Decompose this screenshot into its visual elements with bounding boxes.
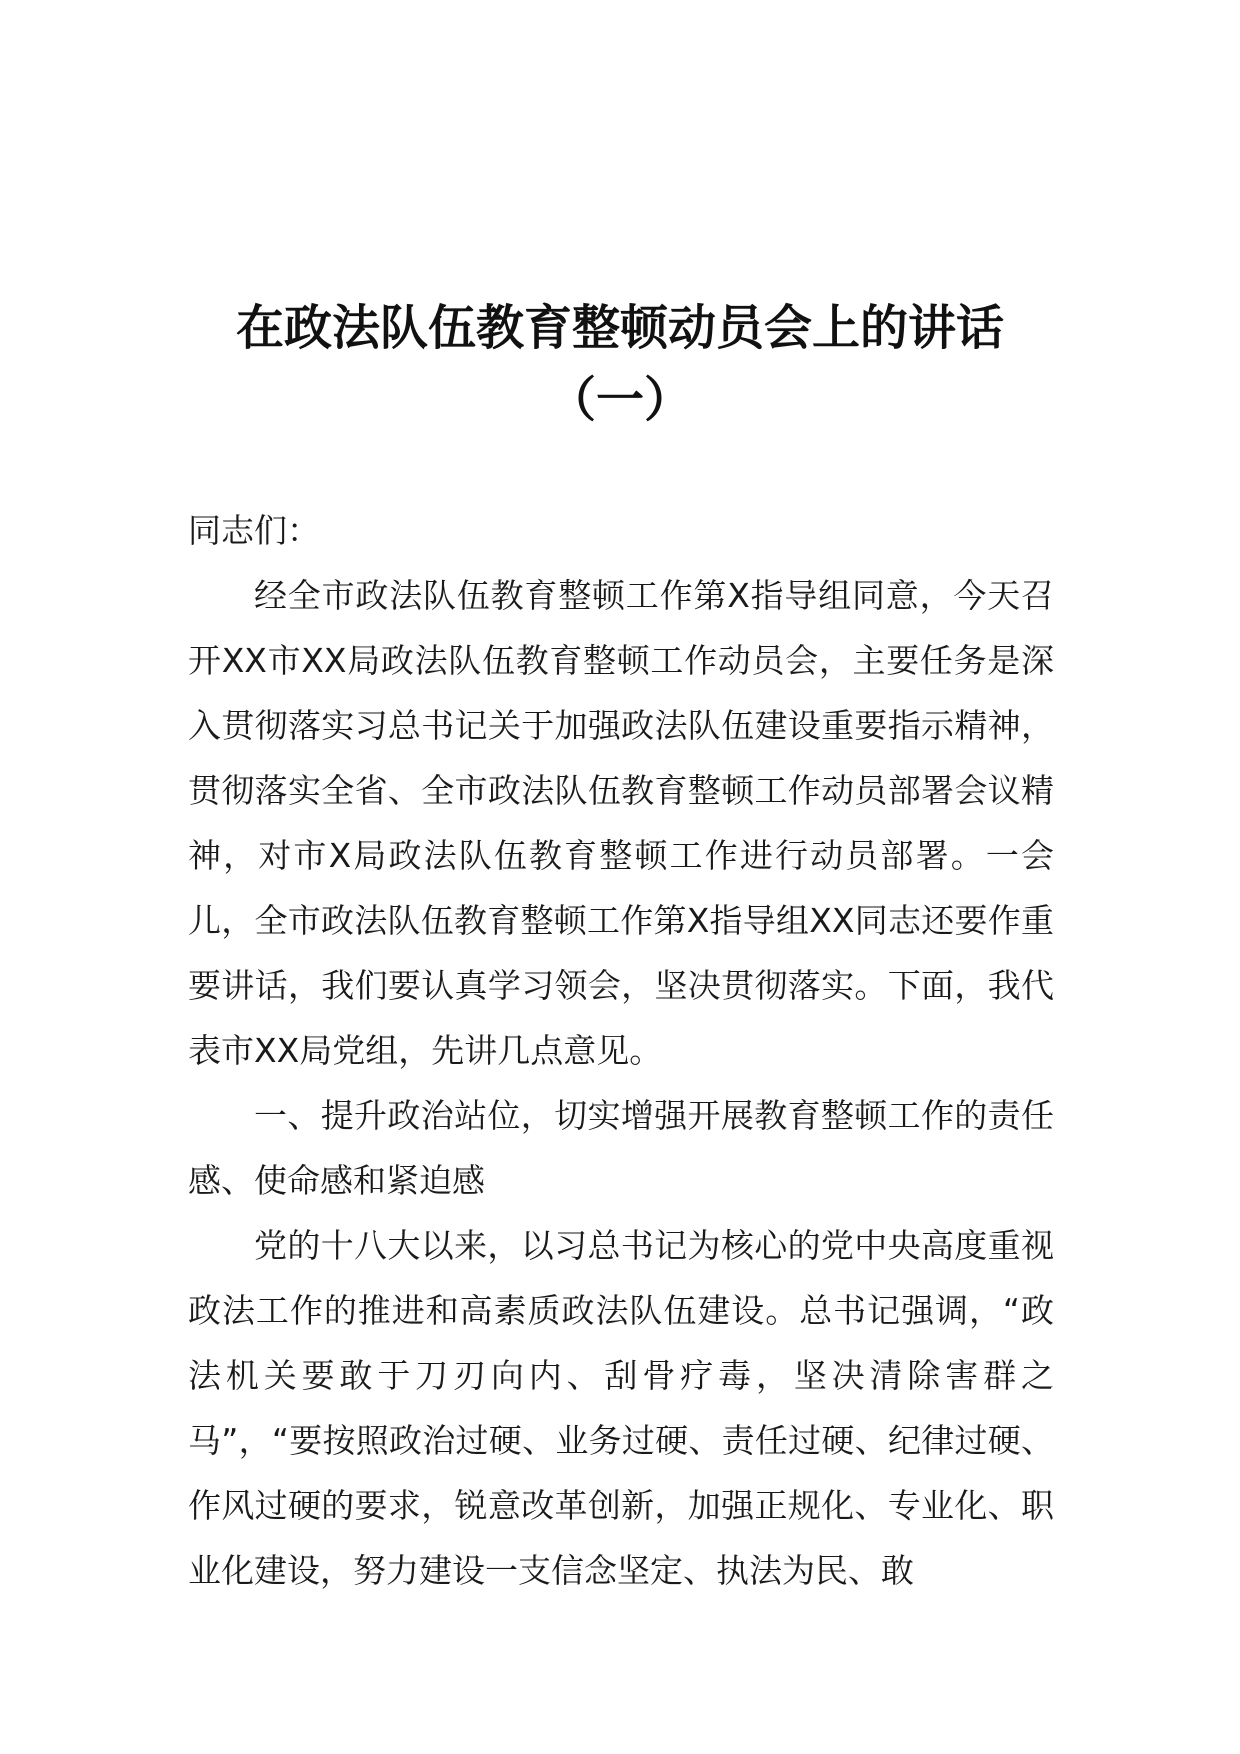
section-heading: 一、提升政治站位，切实增强开展教育整顿工作的责任感、使命感和紧迫感 [188, 1096, 1054, 1200]
document-title: 在政法队伍教育整顿动员会上的讲话 [235, 300, 1004, 356]
section-paragraph: 党的十八大以来，以习总书记为核心的党中央高度重视政法工作的推进和高素质政法队伍建设。总书记强调，“政法机关要敢于刀刃向内、刮骨疗毒，坚决清除害群之马”，“要按照政治过硬、业务过硬、责任过硬、纪律过硬、作风过硬的要求，锐意改革创新，加强正规化、专业化、职业化建设，努力建设一支信念坚定、执法为民、敢 [188, 1226, 1054, 1590]
salutation: 同志们： [188, 511, 320, 550]
document-body [188, 498, 1054, 1603]
document-subtitle-number: （一） [547, 372, 692, 428]
opening-paragraph: 经全市政法队伍教育整顿工作第X指导组同意，今天召开XX市XX局政法队伍教育整顿工作动员会，主要任务是深入贯彻落实习总书记关于加强政法队伍建设重要指示精神，贯彻落实全省、全市政法队伍教育整顿工作动员部署会议精神，对市X局政法队伍教育整顿工作进行动员部署。一会儿，全市政法队伍教育整顿工作第X指导组XX同志还要作重要讲话，我们要认真学习领会，坚决贯彻落实。下面，我代表市XX局党组，先讲几点意见。 [188, 576, 1054, 1070]
